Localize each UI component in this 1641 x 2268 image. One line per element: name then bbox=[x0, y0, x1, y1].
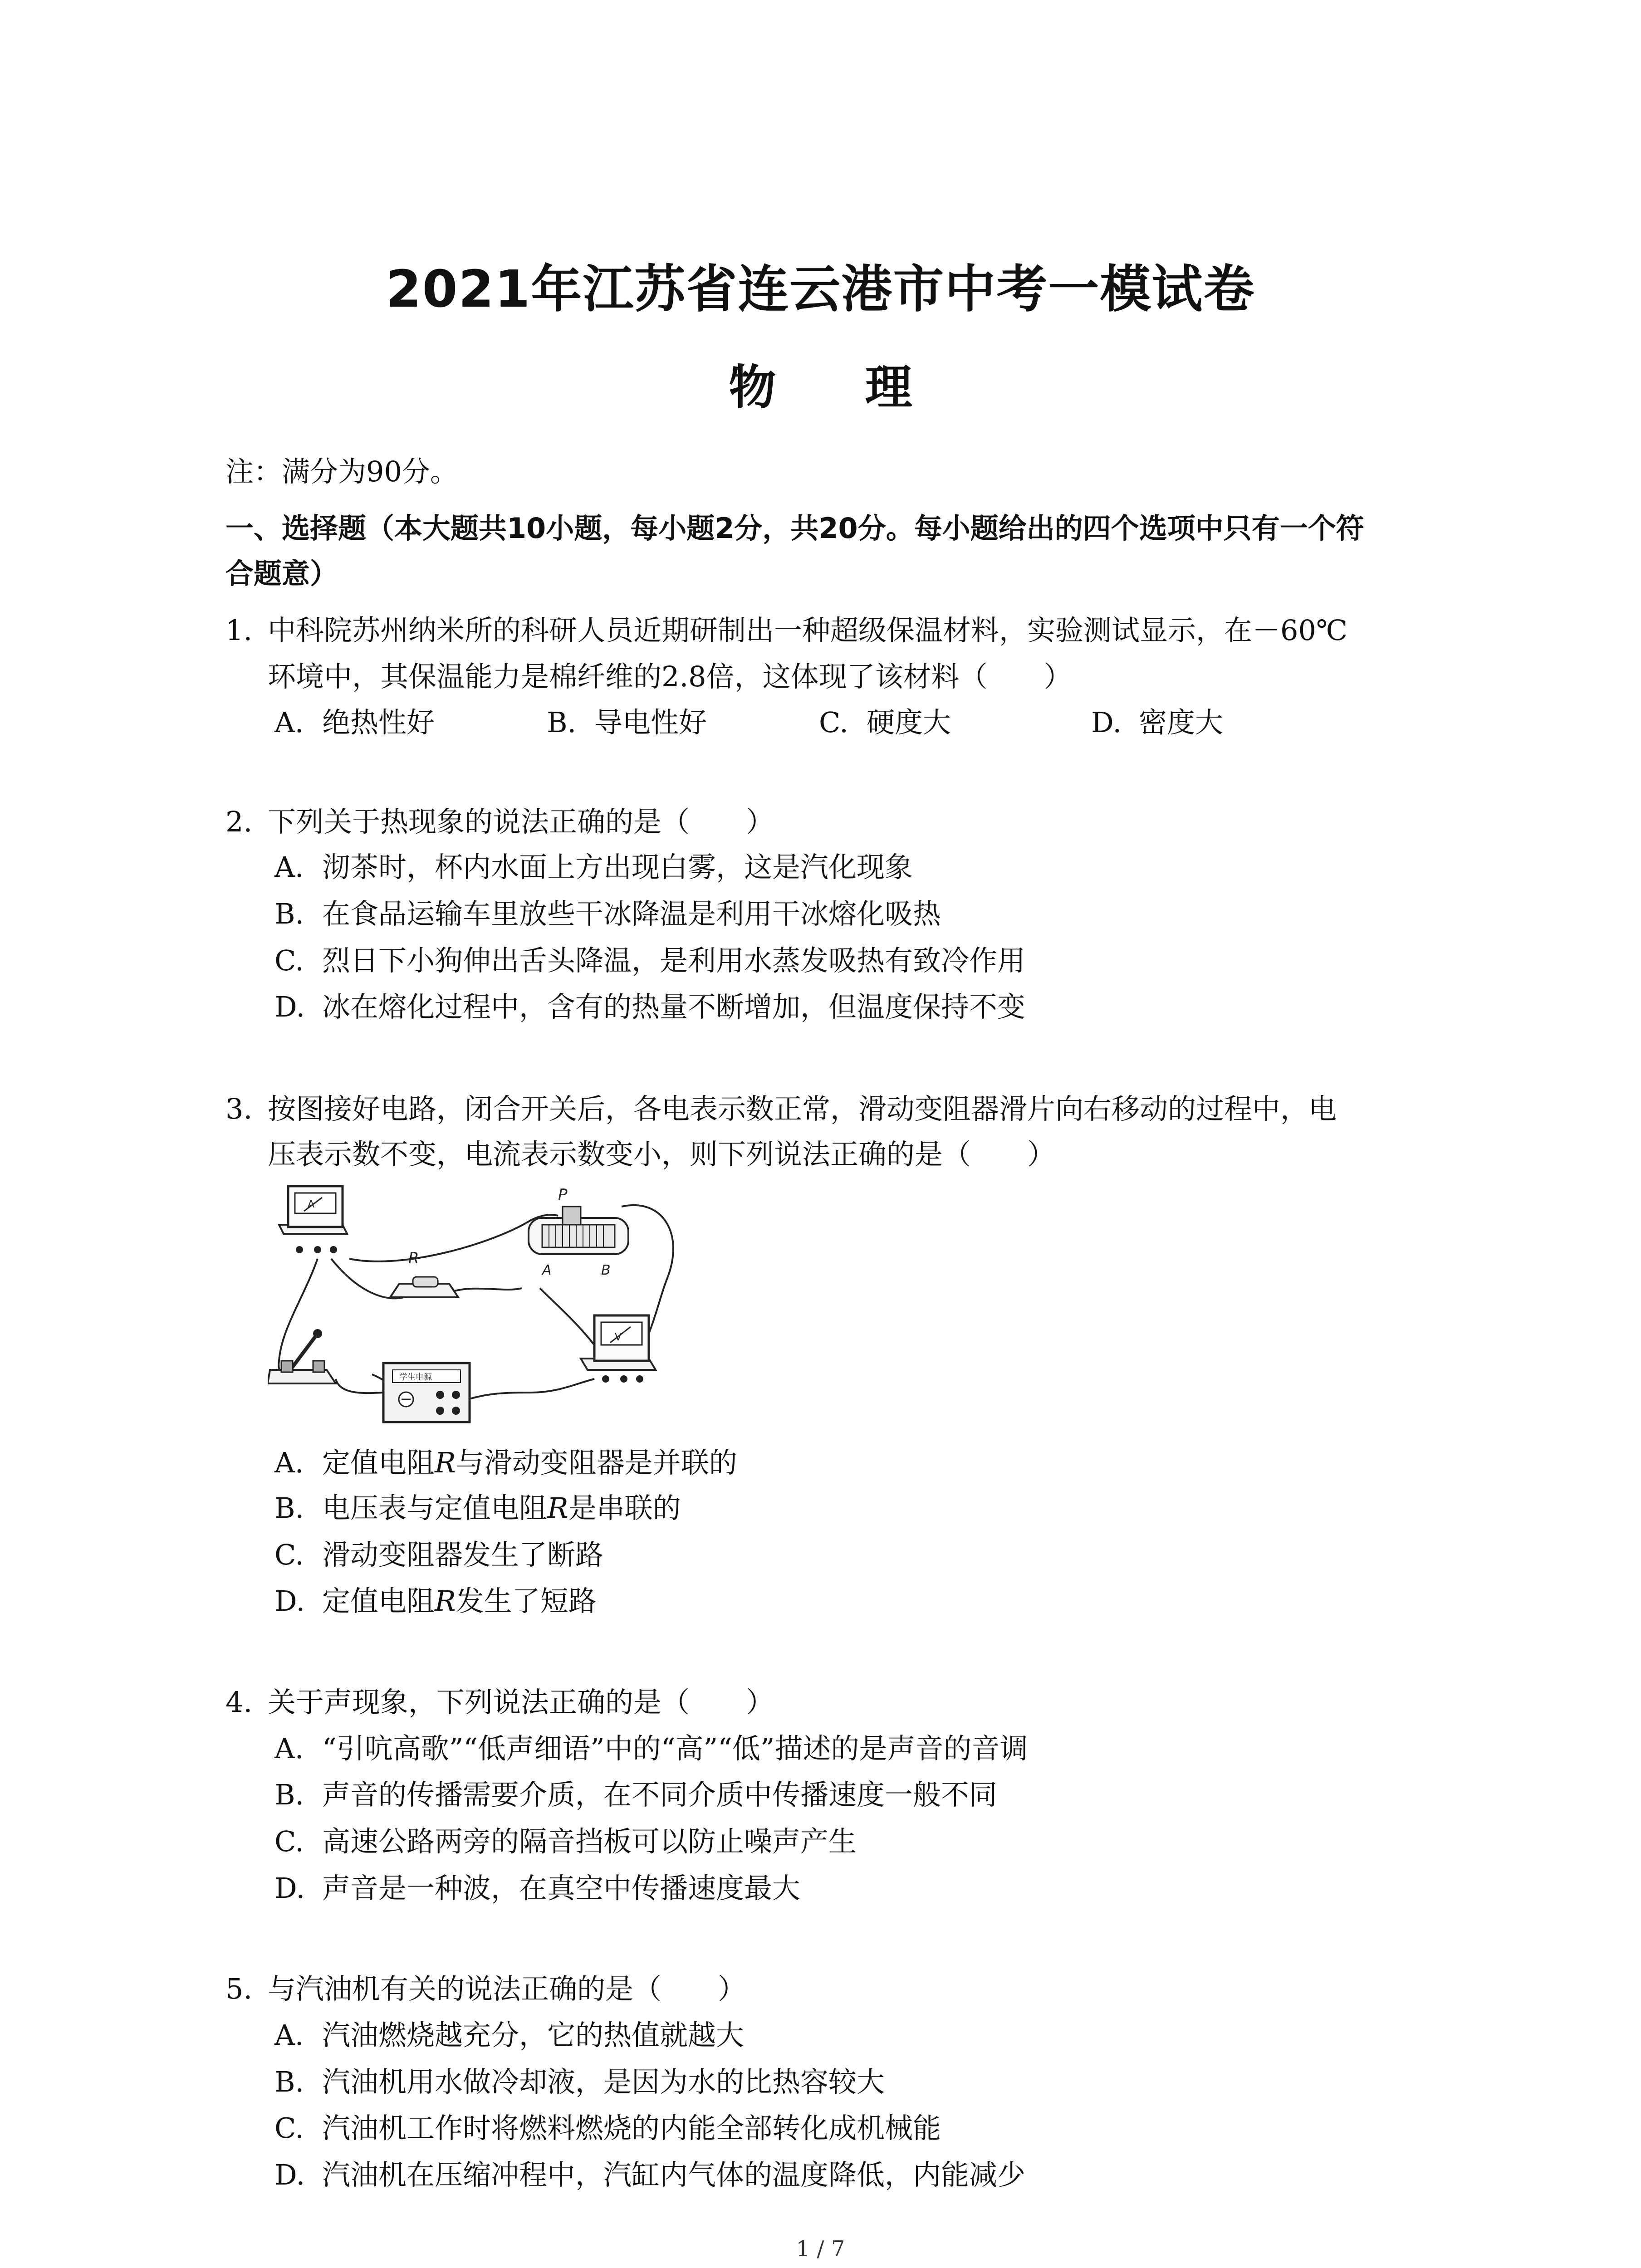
option-d: D. 定值电阻R发生了短路 bbox=[274, 1584, 597, 1618]
circuit-figure bbox=[268, 1179, 694, 1429]
option-c: C. 烈日下小狗伸出舌头降温，是利用水蒸发吸热有致冷作用 bbox=[274, 944, 1026, 977]
svg-text:V: V bbox=[615, 1332, 622, 1343]
option-a: A. 沏茶时，杯内水面上方出现白雾，这是汽化现象 bbox=[274, 850, 913, 884]
option-c: C. 汽油机工作时将燃料燃烧的内能全部转化成机械能 bbox=[274, 2112, 941, 2145]
section-heading-cont: 合题意） bbox=[225, 557, 338, 590]
question-number: 3. bbox=[225, 1092, 253, 1125]
option-a: A. “引吭高歌”“低声细语”中的“高”“低”描述的是声音的音调 bbox=[274, 1732, 1028, 1765]
option-b: B. 电压表与定值电阻R是串联的 bbox=[274, 1491, 681, 1525]
option-a: A. 绝热性好 bbox=[274, 706, 435, 739]
question-number: 1. bbox=[225, 614, 253, 647]
exam-title: 2021年江苏省连云港市中考一模试卷 bbox=[386, 260, 1255, 319]
switch-icon bbox=[268, 1329, 336, 1383]
svg-text:学生电源: 学生电源 bbox=[399, 1373, 432, 1382]
question-stem: 中科院苏州纳米所的科研人员近期研制出一种超级保温材料，实验测试显示，在－60℃ bbox=[268, 614, 1348, 647]
rheostat-icon bbox=[529, 1186, 628, 1278]
voltmeter-icon bbox=[581, 1315, 656, 1383]
question-number: 2. bbox=[225, 805, 253, 838]
page-number: 1 / 7 bbox=[796, 2236, 845, 2262]
question-stem: 与汽油机有关的说法正确的是（ ） bbox=[268, 1972, 746, 2005]
question-stem: 按图接好电路，闭合开关后，各电表示数正常，滑动变阻器滑片向右移动的过程中，电 bbox=[268, 1092, 1337, 1125]
question-number: 5. bbox=[225, 1972, 253, 2005]
option-d: D. 密度大 bbox=[1091, 706, 1224, 739]
section-heading: 一、选择题（本大题共10小题，每小题2分，共20分。每小题给出的四个选项中只有一个符 bbox=[225, 512, 1364, 545]
option-b: B. 汽油机用水做冷却液，是因为水的比热容较大 bbox=[274, 2065, 885, 2098]
question-stem: 环境中，其保温能力是棉纤维的2.8倍，这体现了该材料（ ） bbox=[268, 660, 1072, 693]
score-note: 注：满分为90分。 bbox=[225, 455, 458, 488]
svg-text:R: R bbox=[408, 1249, 419, 1267]
option-b: B. 导电性好 bbox=[547, 706, 707, 739]
question-stem: 压表示数不变，电流表示数变小，则下列说法正确的是（ ） bbox=[268, 1138, 1056, 1171]
subject-title: 物 理 bbox=[729, 360, 949, 415]
option-b: B. 在食品运输车里放些干冰降温是利用干冰熔化吸热 bbox=[274, 897, 941, 930]
option-c: C. 滑动变阻器发生了断路 bbox=[274, 1538, 604, 1571]
svg-text:P: P bbox=[558, 1186, 568, 1204]
option-d: D. 汽油机在压缩冲程中，汽缸内气体的温度降低，内能减少 bbox=[274, 2158, 1026, 2191]
question-stem: 下列关于热现象的说法正确的是（ ） bbox=[268, 805, 774, 838]
svg-text:A: A bbox=[542, 1262, 552, 1278]
option-a: A. 定值电阻R与滑动变阻器是并联的 bbox=[274, 1446, 737, 1479]
option-a: A. 汽油燃烧越充分，它的热值就越大 bbox=[274, 2019, 745, 2052]
svg-text:B: B bbox=[601, 1262, 611, 1278]
ammeter-icon bbox=[279, 1186, 347, 1253]
option-d: D. 冰在熔化过程中，含有的热量不断增加，但温度保持不变 bbox=[274, 990, 1026, 1023]
option-d: D. 声音是一种波，在真空中传播速度最大 bbox=[274, 1872, 801, 1905]
option-c: C. 硬度大 bbox=[819, 706, 951, 739]
option-b: B. 声音的传播需要介质，在不同介质中传播速度一般不同 bbox=[274, 1778, 998, 1811]
power-supply-icon bbox=[383, 1363, 470, 1422]
svg-text:A: A bbox=[308, 1199, 315, 1210]
question-stem: 关于声现象，下列说法正确的是（ ） bbox=[268, 1686, 774, 1719]
question-number: 4. bbox=[225, 1686, 253, 1719]
option-c: C. 高速公路两旁的隔音挡板可以防止噪声产生 bbox=[274, 1825, 857, 1858]
